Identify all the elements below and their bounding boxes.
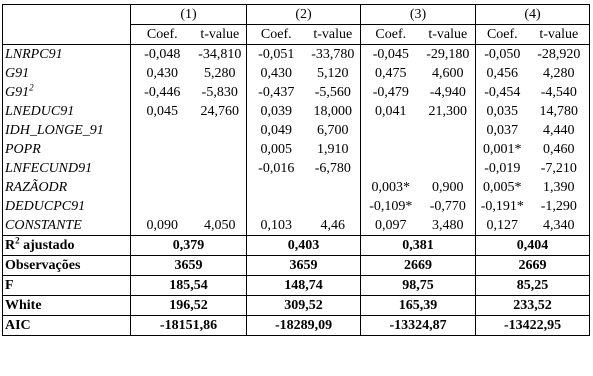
statistic-label <box>3 276 131 296</box>
tvalue-header: t-value <box>421 25 476 45</box>
statistic-value: 2669 <box>361 256 476 276</box>
tvalue-cell: -5,560 <box>306 83 361 102</box>
tvalue-cell <box>421 140 476 159</box>
coef-header: Coef. <box>131 25 194 45</box>
tvalue-cell: 14,780 <box>529 102 590 121</box>
variable-row <box>3 216 590 236</box>
tvalue-cell <box>421 159 476 178</box>
variable-label: DEDUCPC91 <box>5 199 86 214</box>
tvalue-cell <box>421 121 476 140</box>
tvalue-cell <box>194 121 247 140</box>
tvalue-cell: 4,050 <box>194 216 247 236</box>
tvalue-cell <box>194 159 247 178</box>
variable-name <box>3 159 131 178</box>
model-2-header: (2) <box>247 5 361 25</box>
tvalue-cell: -28,920 <box>529 45 590 65</box>
header-sub-row <box>3 25 590 45</box>
variable-row <box>3 178 590 197</box>
statistic-label-text: Observações <box>5 258 81 273</box>
coef-cell: -0,437 <box>247 83 306 102</box>
coef-cell: 0,005* <box>476 178 529 197</box>
tvalue-cell <box>194 197 247 216</box>
tvalue-cell: 4,340 <box>529 216 590 236</box>
coef-cell: 0,127 <box>476 216 529 236</box>
tvalue-cell: 4,600 <box>421 64 476 83</box>
variable-superscript: 2 <box>29 83 34 93</box>
variable-row <box>3 121 590 140</box>
header-models-row <box>3 5 590 25</box>
regression-table <box>2 4 590 336</box>
statistic-value: 148,74 <box>247 276 361 296</box>
coef-cell: -0,109* <box>361 197 421 216</box>
coef-cell: -0,454 <box>476 83 529 102</box>
coef-cell <box>247 197 306 216</box>
header-empty-cell <box>3 25 131 45</box>
tvalue-cell: -5,830 <box>194 83 247 102</box>
tvalue-header: t-value <box>194 25 247 45</box>
tvalue-cell: 24,760 <box>194 102 247 121</box>
variable-name <box>3 197 131 216</box>
variable-row <box>3 197 590 216</box>
variable-name <box>3 64 131 83</box>
statistic-row <box>3 276 590 296</box>
statistic-value: 309,52 <box>247 296 361 316</box>
variable-label: POPR <box>5 142 41 157</box>
coef-cell <box>131 178 194 197</box>
variable-label: IDH_LONGE_91 <box>5 123 104 138</box>
coef-cell: 0,090 <box>131 216 194 236</box>
tvalue-cell <box>194 140 247 159</box>
statistic-row <box>3 256 590 276</box>
variable-label: CONSTANTE <box>5 218 82 233</box>
variable-row <box>3 83 590 102</box>
variable-name <box>3 140 131 159</box>
tvalue-cell: -4,940 <box>421 83 476 102</box>
tvalue-cell: -0,770 <box>421 197 476 216</box>
tvalue-cell: 5,280 <box>194 64 247 83</box>
model-4-header: (4) <box>476 5 590 25</box>
statistic-value: -13324,87 <box>361 316 476 336</box>
coef-header: Coef. <box>247 25 306 45</box>
coef-cell: 0,475 <box>361 64 421 83</box>
statistic-label <box>3 256 131 276</box>
variable-label: LNEDUC91 <box>5 104 75 119</box>
coef-cell <box>131 197 194 216</box>
variable-label: G91 <box>5 66 30 81</box>
coef-cell: 0,049 <box>247 121 306 140</box>
coef-cell: -0,446 <box>131 83 194 102</box>
variable-name <box>3 121 131 140</box>
tvalue-cell <box>306 178 361 197</box>
coef-cell: 0,001* <box>476 140 529 159</box>
tvalue-cell: 5,120 <box>306 64 361 83</box>
coef-cell: -0,016 <box>247 159 306 178</box>
statistic-label <box>3 236 131 256</box>
statistic-value: 0,381 <box>361 236 476 256</box>
model-1-header: (1) <box>131 5 247 25</box>
coef-cell <box>361 121 421 140</box>
tvalue-cell: 3,480 <box>421 216 476 236</box>
statistic-rows <box>3 236 590 336</box>
tvalue-cell: -1,290 <box>529 197 590 216</box>
coef-cell <box>247 178 306 197</box>
statistic-row <box>3 316 590 336</box>
tvalue-cell: -4,540 <box>529 83 590 102</box>
tvalue-cell: 4,280 <box>529 64 590 83</box>
coef-cell: 0,039 <box>247 102 306 121</box>
statistic-value: 3659 <box>247 256 361 276</box>
statistic-value: 0,379 <box>131 236 247 256</box>
tvalue-cell: 1,910 <box>306 140 361 159</box>
coef-header: Coef. <box>476 25 529 45</box>
coef-cell <box>361 159 421 178</box>
statistic-label <box>3 296 131 316</box>
tvalue-header: t-value <box>529 25 590 45</box>
coef-cell: 0,005 <box>247 140 306 159</box>
tvalue-cell <box>194 178 247 197</box>
coef-cell: 0,035 <box>476 102 529 121</box>
coef-cell: 0,003* <box>361 178 421 197</box>
tvalue-cell: 4,46 <box>306 216 361 236</box>
tvalue-header: t-value <box>306 25 361 45</box>
statistic-value: 165,39 <box>361 296 476 316</box>
coef-cell: 0,041 <box>361 102 421 121</box>
coef-header: Coef. <box>361 25 421 45</box>
tvalue-cell: 21,300 <box>421 102 476 121</box>
statistic-value: 98,75 <box>361 276 476 296</box>
statistic-value: 0,403 <box>247 236 361 256</box>
variable-name <box>3 102 131 121</box>
statistic-label <box>3 316 131 336</box>
coef-cell: -0,051 <box>247 45 306 65</box>
statistic-value: 3659 <box>131 256 247 276</box>
statistic-superscript: 2 <box>15 235 20 246</box>
statistic-value: -13422,95 <box>476 316 590 336</box>
coef-cell <box>131 121 194 140</box>
coef-cell: 0,103 <box>247 216 306 236</box>
statistic-value: 196,52 <box>131 296 247 316</box>
statistic-label-text: AIC <box>5 318 31 333</box>
statistic-value: 0,404 <box>476 236 590 256</box>
coef-cell: 0,456 <box>476 64 529 83</box>
coef-cell: -0,191* <box>476 197 529 216</box>
tvalue-cell: 0,900 <box>421 178 476 197</box>
tvalue-cell: -29,180 <box>421 45 476 65</box>
statistic-value: -18151,86 <box>131 316 247 336</box>
coef-cell <box>131 140 194 159</box>
tvalue-cell: 1,390 <box>529 178 590 197</box>
statistic-label-text: White <box>5 298 42 313</box>
coef-cell: -0,050 <box>476 45 529 65</box>
tvalue-cell: 4,440 <box>529 121 590 140</box>
tvalue-cell: 18,000 <box>306 102 361 121</box>
tvalue-cell: -7,210 <box>529 159 590 178</box>
tvalue-cell: 0,460 <box>529 140 590 159</box>
variable-rows <box>3 45 590 236</box>
coef-cell: 0,430 <box>131 64 194 83</box>
statistic-label-text: F <box>5 278 14 293</box>
variable-row <box>3 102 590 121</box>
statistic-value: 233,52 <box>476 296 590 316</box>
variable-name <box>3 45 131 65</box>
statistic-label-suffix: ajustado <box>19 238 75 253</box>
coef-cell: -0,479 <box>361 83 421 102</box>
statistic-value: 85,25 <box>476 276 590 296</box>
variable-label: G91 <box>5 85 30 100</box>
statistic-row <box>3 296 590 316</box>
coef-cell: -0,045 <box>361 45 421 65</box>
variable-name <box>3 216 131 236</box>
variable-label: LNFECUND91 <box>5 161 93 176</box>
tvalue-cell: -33,780 <box>306 45 361 65</box>
coef-cell: 0,037 <box>476 121 529 140</box>
coef-cell <box>131 159 194 178</box>
variable-name <box>3 178 131 197</box>
variable-row <box>3 64 590 83</box>
header-empty-cell <box>3 5 131 25</box>
coef-cell: 0,097 <box>361 216 421 236</box>
variable-label: LNRPC91 <box>5 47 63 62</box>
coef-cell: 0,045 <box>131 102 194 121</box>
variable-label: RAZÃODR <box>5 180 68 195</box>
statistic-label-text: R <box>5 238 16 253</box>
statistic-value: -18289,09 <box>247 316 361 336</box>
statistic-value: 2669 <box>476 256 590 276</box>
variable-row <box>3 140 590 159</box>
coef-cell: -0,019 <box>476 159 529 178</box>
variable-name <box>3 83 131 102</box>
tvalue-cell: -6,780 <box>306 159 361 178</box>
variable-row <box>3 45 590 65</box>
tvalue-cell <box>306 197 361 216</box>
statistic-row <box>3 236 590 256</box>
variable-row <box>3 159 590 178</box>
coef-cell: 0,430 <box>247 64 306 83</box>
model-3-header: (3) <box>361 5 476 25</box>
statistic-value: 185,54 <box>131 276 247 296</box>
coef-cell <box>361 140 421 159</box>
tvalue-cell: 6,700 <box>306 121 361 140</box>
tvalue-cell: -34,810 <box>194 45 247 65</box>
coef-cell: -0,048 <box>131 45 194 65</box>
